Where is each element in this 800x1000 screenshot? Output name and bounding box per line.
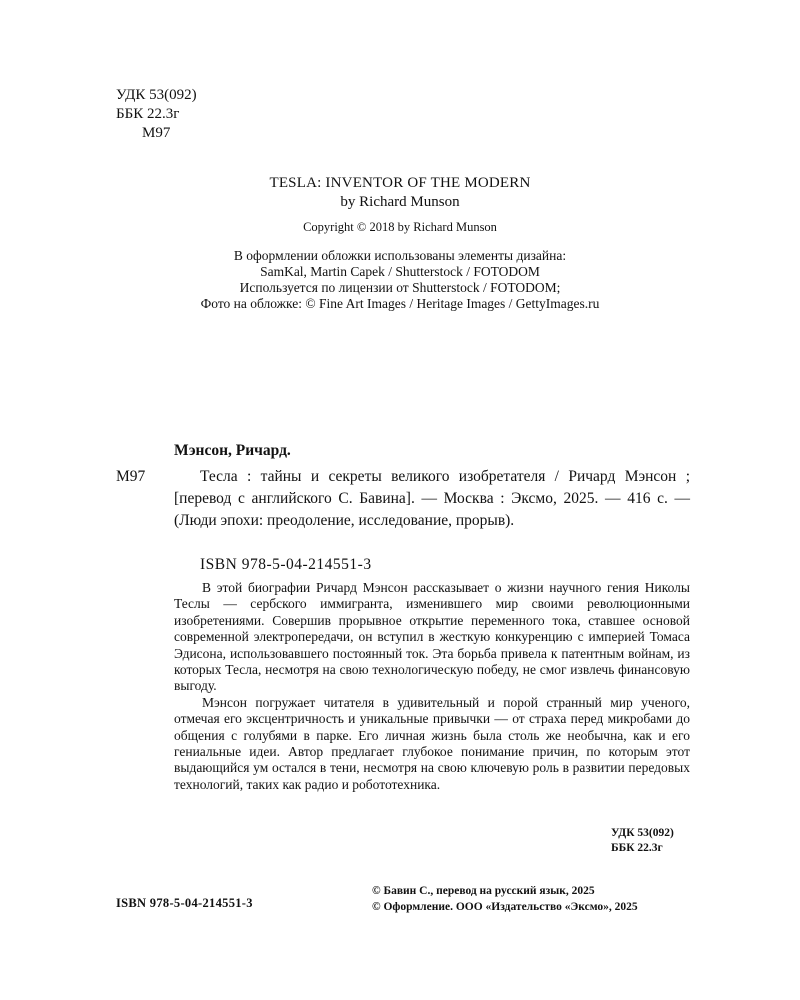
footer-bbk: ББК 22.3г [611, 842, 663, 854]
annotation [174, 580, 690, 793]
footer-copyrights [372, 883, 638, 915]
annotation-paragraph: В этой биографии Ричард Мэнсон рассказывает о жизни научного гения Николы Теслы — сербского иммигранта, изменившего мир своими революционными изобретениями. Совершив прорывное открытие переменного тока, ставшее основой современной электропередачи, он вступил в жесткую конкуренцию с империей Томаса Эдисона, использовавшего постоянный ток. Эта борьба привела к патентным войнам, из которых Тесла, несмотря на свою технологическую победу, не смог извлечь финансовую выгоду. [174, 580, 690, 694]
cover-credit-line: Используется по лицензии от Shutterstock / FOTODOM; [239, 280, 561, 295]
footer-udk: УДК 53(092) [611, 827, 674, 839]
cover-credits [0, 248, 800, 312]
bibliographic-description: Тесла : тайны и секреты великого изобретателя / Ричард Мэнсон ; [перевод с английского С. Бавина]. — Москва : Эксмо, 2025. — 416 с. — (Люди эпохи: преодоление, исследование, прорыв). [174, 468, 690, 529]
record-marker: М97 [116, 468, 146, 485]
original-copyright: Copyright © 2018 by Richard Munson [303, 220, 497, 234]
author-heading: Мэнсон, Ричард. [174, 442, 291, 459]
original-edition [0, 174, 800, 212]
cover-credit-line: SamKal, Martin Capek / Shutterstock / FOTODOM [260, 264, 540, 279]
annotation-paragraph: Мэнсон погружает читателя в удивительный и порой странный мир ученого, отмечая его эксцентричность и уникальные привычки — от страха перед микробами до общения с голубями в парке. Его личная жизнь была столь же необычна, как и его гениальные идеи. Автор предлагает глубокое понимание причин, по которым этот выдающийся ум остался в тени, несмотря на свою ключевую роль в развитии передовых технологий, таких как радио и робототехника. [174, 694, 690, 792]
original-byline: by Richard Munson [340, 194, 460, 210]
author-mark: М97 [142, 125, 171, 141]
isbn: ISBN 978-5-04-214551-3 [200, 556, 372, 573]
translation-copyright: © Бавин С., перевод на русский язык, 2025 [372, 885, 595, 897]
cover-credit-line: В оформлении обложки использованы элементы дизайна: [233, 248, 567, 263]
footer-codes [611, 826, 674, 856]
classification-codes [116, 86, 197, 143]
design-copyright: © Оформление. ООО «Издательство «Эксмо», 2025 [372, 901, 638, 913]
bbk-code: ББК 22.3г [116, 106, 180, 122]
original-title: TESLA: INVENTOR OF THE MODERN [269, 175, 531, 191]
footer-isbn: ISBN 978-5-04-214551-3 [116, 896, 253, 910]
udk-code: УДК 53(092) [116, 87, 197, 103]
cover-credit-line: Фото на обложке: © Fine Art Images / Heritage Images / GettyImages.ru [200, 296, 600, 311]
